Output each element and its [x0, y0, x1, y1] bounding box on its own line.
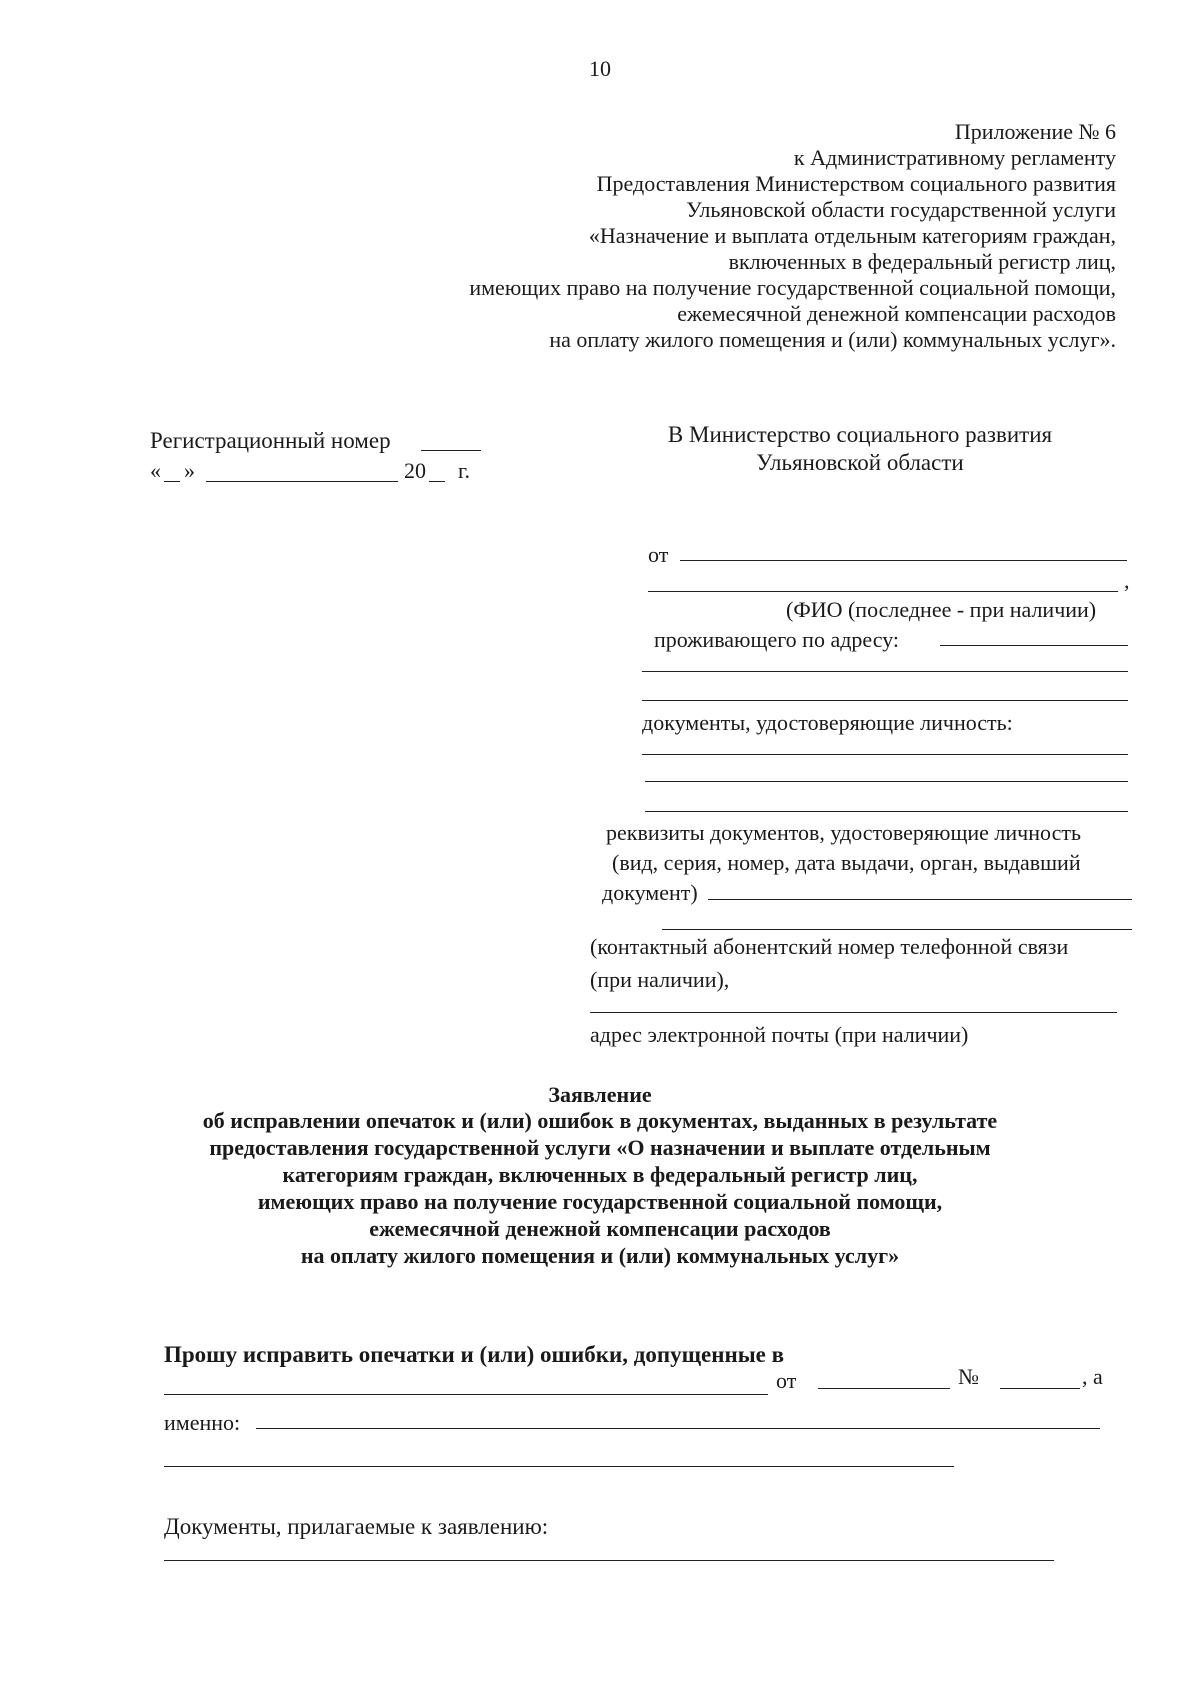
registration-month-field[interactable]	[206, 481, 398, 482]
request-number-field[interactable]	[1000, 1388, 1080, 1389]
registration-date-open-quote: «	[150, 458, 161, 483]
requisites-line: документ)	[602, 880, 698, 905]
id-documents-field-line3[interactable]	[645, 811, 1128, 812]
from-field-line2[interactable]	[648, 591, 1118, 592]
address-field-line2[interactable]	[642, 671, 1128, 672]
appendix-line: включенных в федеральный регистр лиц,	[728, 249, 1116, 274]
statement-title: Заявление	[548, 1082, 652, 1107]
appendix-line: имеющих право на получение государственной социальной помощи,	[469, 275, 1116, 300]
request-namely-field-line2[interactable]	[164, 1466, 954, 1467]
from-field[interactable]	[680, 560, 1127, 561]
id-documents-field[interactable]	[642, 754, 1128, 755]
id-documents-label: документы, удостоверяющие личность:	[642, 710, 1013, 735]
phone-email-field[interactable]	[590, 1012, 1117, 1013]
requisites-field[interactable]	[708, 899, 1132, 900]
attachments-label: Документы, прилагаемые к заявлению:	[164, 1514, 549, 1539]
registration-date-close-quote: »	[184, 458, 195, 483]
registration-year-suffix: г.	[458, 458, 471, 483]
phone-hint-line: (при наличии),	[590, 967, 730, 992]
appendix-line: «Назначение и выплата отдельным категориям граждан,	[588, 223, 1116, 248]
from-comma: ,	[1124, 568, 1130, 593]
statement-subtitle-line: на оплату жилого помещения и (или) коммунальных услуг»	[300, 1243, 900, 1268]
address-label: проживающего по адресу:	[654, 627, 900, 652]
statement-subtitle-line: об исправлении опечаток и (или) ошибок в документах, выданных в результате	[202, 1108, 998, 1133]
appendix-line: ежемесячной денежной компенсации расходов	[677, 301, 1116, 326]
request-date-field[interactable]	[818, 1388, 950, 1389]
statement-subtitle-line: предоставления государственной услуги «О назначении и выплате отдельным	[209, 1135, 991, 1160]
statement-subtitle-line: ежемесячной денежной компенсации расходов	[369, 1216, 831, 1241]
email-hint: адрес электронной почты (при наличии)	[590, 1022, 969, 1047]
statement-subtitle-line: категориям граждан, включенных в федеральный регистр лиц,	[282, 1162, 918, 1187]
addressee-line: Ульяновской области	[756, 450, 964, 475]
request-document-field[interactable]	[164, 1394, 768, 1395]
request-text: Прошу исправить опечатки и (или) ошибки, допущенные в	[164, 1342, 785, 1367]
request-a-suffix: , а	[1082, 1364, 1103, 1389]
page-number: 10	[589, 56, 611, 81]
addressee-line: В Министерство социального развития	[667, 422, 1053, 447]
registration-number-field[interactable]	[421, 450, 481, 451]
address-field[interactable]	[940, 645, 1128, 646]
requisites-field-line2[interactable]	[662, 929, 1132, 930]
id-documents-field-line2[interactable]	[645, 781, 1128, 782]
registration-number-label: Регистрационный номер	[150, 428, 391, 453]
fio-hint: (ФИО (последнее - при наличии)	[786, 597, 1097, 622]
registration-year-field[interactable]	[429, 481, 445, 482]
statement-subtitle-line: имеющих право на получение государственной социальной помощи,	[257, 1189, 943, 1214]
request-namely-field[interactable]	[256, 1428, 1100, 1429]
request-from-label: от	[776, 1368, 797, 1393]
from-label: от	[648, 542, 669, 567]
attachments-field[interactable]	[164, 1560, 1054, 1561]
appendix-line: к Административному регламенту	[793, 145, 1116, 170]
requisites-line: (вид, серия, номер, дата выдачи, орган, выдавший	[612, 850, 1081, 875]
appendix-line: на оплату жилого помещения и (или) коммунальных услуг».	[549, 327, 1116, 352]
request-number-sign: №	[958, 1364, 979, 1389]
address-field-line3[interactable]	[642, 700, 1128, 701]
registration-day-field[interactable]	[164, 481, 180, 482]
appendix-line: Предоставления Министерством социального развития	[596, 171, 1116, 196]
requisites-line: реквизиты документов, удостоверяющие личность	[606, 820, 1081, 845]
phone-hint-line: (контактный абонентский номер телефонной связи	[590, 934, 1069, 959]
appendix-line: Ульяновской области государственной услуги	[686, 197, 1116, 222]
appendix-line: Приложение № 6	[954, 119, 1116, 144]
registration-year-prefix: 20	[404, 458, 426, 483]
request-namely-label: именно:	[164, 1410, 241, 1435]
